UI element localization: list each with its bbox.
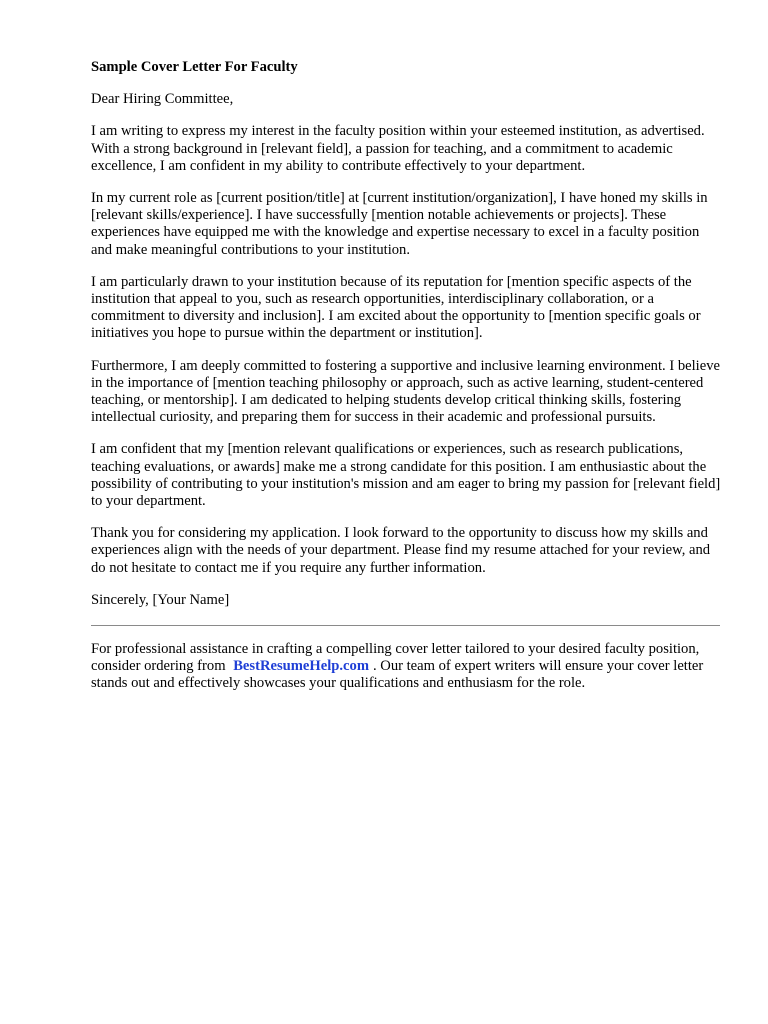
greeting: Dear Hiring Committee, [91,91,234,108]
divider [91,625,720,626]
paragraph-institution-appeal: I am particularly drawn to your institution because of its reputation for [mention specific aspects of the institution that appeal to you, such as research opportunities, interdisciplinary collaboration, or a commitment to diversity and inclusion]. I am excited about the opportunity to [mention specific goals or initiatives you hope to pursue within the department or institution]. [91,273,701,342]
paragraph-teaching-philosophy: Furthermore, I am deeply committed to fostering a supportive and inclusive learning environment. I believe in the importance of [mention teaching philosophy or approach, such as active learning, student-centered teaching, or mentorship]. I am dedicated to helping students develop critical thinking skills, fostering intellectual curiosity, and preparing them for success in their academic and professional pursuits. [91,357,720,426]
document-page [91,59,723,708]
footer-text-after: . Our team of expert writers will ensure your cover letter stands out and effectively showcases your qualifications and enthusiasm for the role. [91,658,704,692]
document-title: Sample Cover Letter For Faculty [91,59,298,75]
paragraph-current-role: In my current role as [current position/title] at [current institution/organization], I have honed my skills in [relevant skills/experience]. I have successfully [mention notable achievements or projects]. These experiences have equipped me with the knowledge and expertise necessary to excel in a faculty position and make meaningful contributions to your institution. [91,190,708,258]
paragraph-intro: I am writing to express my interest in the faculty position within your esteemed institution, as advertised. With a strong background in [relevant field], a passion for teaching, and a commitment to academic excellence, I am confident in my ability to contribute effectively to your department. [91,123,705,174]
best-resume-help-link[interactable]: BestResumeHelp.com [233,658,369,675]
paragraph-thank-you: Thank you for considering my application. I look forward to the opportunity to discuss how my skills and experiences align with the needs of your department. Please find my resume attached for your review, and do not hesitate to contact me if you require any further information. [91,525,711,576]
closing-signature: Sincerely, [Your Name] [91,591,230,608]
footer-text-before: For professional assistance in crafting a compelling cover letter tailored to your desired faculty position, consider ordering from [91,641,700,675]
paragraph-qualifications: I am confident that my [mention relevant qualifications or experiences, such as research publications, teaching evaluations, or awards] make me a strong candidate for this position. I am enthusiastic about the possibility of contributing to your institution's mission and am eager to bring my passion for [relevant field] to your department. [91,441,721,510]
footer-promo [91,641,723,693]
